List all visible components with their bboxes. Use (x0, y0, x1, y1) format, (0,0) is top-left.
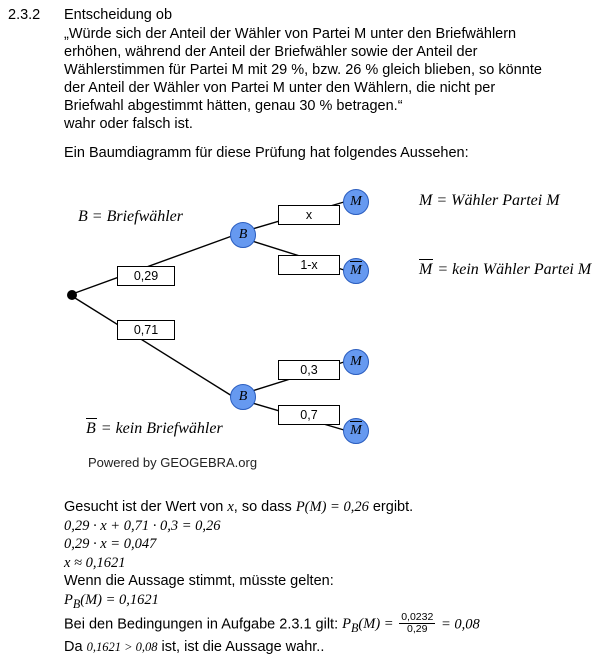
node-not-m-1-label: M (350, 263, 362, 278)
task-closing-line: wahr oder falsch ist. (64, 116, 193, 132)
solution-line-1-p: P(M) = 0,26 (295, 499, 369, 515)
solution-line-8-c: ist, ist die Aussage wahr.. (157, 638, 325, 655)
solution-fraction (399, 612, 435, 635)
edge-label-b-to-not-m: 1-x (278, 255, 340, 275)
caption-m-def: M = Wähler Partei M (419, 192, 560, 209)
node-b-lower: B (230, 384, 256, 410)
quote-line-1: „Würde sich der Anteil der Wähler von Partei M unter den Briefwählern (64, 26, 517, 42)
solution-line-5: Wenn die Aussage stimmt, müsste gelten: (64, 573, 334, 589)
edge-label-to-not-b: 0,71 (117, 320, 175, 340)
node-m-2: M (343, 349, 369, 375)
solution-line-1-x: x (227, 499, 234, 515)
task-title: Entscheidung ob (64, 7, 173, 23)
solution-line-8-a: Da (64, 638, 87, 655)
node-not-m-1 (343, 258, 369, 284)
fraction-numerator: 0,0232 (401, 610, 434, 623)
solution-line-7-a: Bei den Bedingungen in Aufgabe 2.3.1 gilt: (64, 616, 343, 633)
node-not-m-2-label: M (350, 423, 362, 438)
node-not-m-2 (343, 418, 369, 444)
solution-line-7-eq: = 0,08 (437, 616, 480, 633)
caption-not-m-def: M = kein Wähler Partei M (419, 261, 592, 278)
quote-line-2: erhöhen, während der Anteil der Briefwähler sowie der Anteil der (64, 44, 478, 60)
task-header (8, 6, 608, 133)
solution-line-8 (64, 638, 604, 657)
tree-diagram (64, 180, 604, 470)
solution-line-7: Bei den Bedingungen in Aufgabe 2.3.1 gilt: $P_B(M)$ = $\frac{0,0232}{0,29}$ = 0,08 (64, 610, 480, 636)
diagram-intro: Ein Baumdiagramm für diese Prüfung hat folgendes Aussehen: (64, 145, 469, 161)
caption-b-def: B = Briefwähler (78, 208, 184, 225)
quote-line-3: Wählerstimmen für Partei M mit 29 %, bzw. 26 % gleich blieben, so könnte (64, 62, 542, 78)
solution-line-6: $P_B(M) = 0,1621$ (64, 591, 159, 611)
geogebra-watermark: Powered by GEOGEBRA.org (88, 455, 258, 470)
solution-line-1-b: , so dass (233, 499, 296, 515)
edge-label-b-to-m: x (278, 205, 340, 225)
solution-line-2: 0,29 · x + 0,71 · 0,3 = 0,26 (64, 517, 221, 534)
solution-line-1 (64, 498, 604, 517)
task-number: 2.3.2 (8, 7, 41, 23)
node-b-upper: B (230, 222, 256, 248)
node-m-1: M (343, 189, 369, 215)
task-body (64, 6, 608, 133)
edge-label-to-b: 0,29 (117, 266, 175, 286)
fraction-denominator: 0,29 (407, 622, 428, 635)
quote-line-5: Briefwahl abgestimmt hätten, genau 30 % betragen.“ (64, 98, 403, 114)
caption-not-b-def: B = kein Briefwähler (86, 420, 223, 437)
solution-block (64, 498, 604, 656)
solution-line-3: 0,29 · x = 0,047 (64, 536, 157, 552)
solution-line-4: x ≈ 0,1621 (64, 554, 126, 571)
edge-label-notb-to-not-m: 0,7 (278, 405, 340, 425)
solution-line-1-c: ergibt. (368, 499, 414, 515)
quote-line-4: der Anteil der Wähler von Partei M unter den Wählern, die nicht per (64, 80, 496, 96)
edge-label-notb-to-m: 0,3 (278, 360, 340, 380)
solution-line-8-b: 0,1621 > 0,08 (86, 639, 158, 654)
solution-line-1-a: Gesucht ist der Wert von (64, 499, 228, 515)
